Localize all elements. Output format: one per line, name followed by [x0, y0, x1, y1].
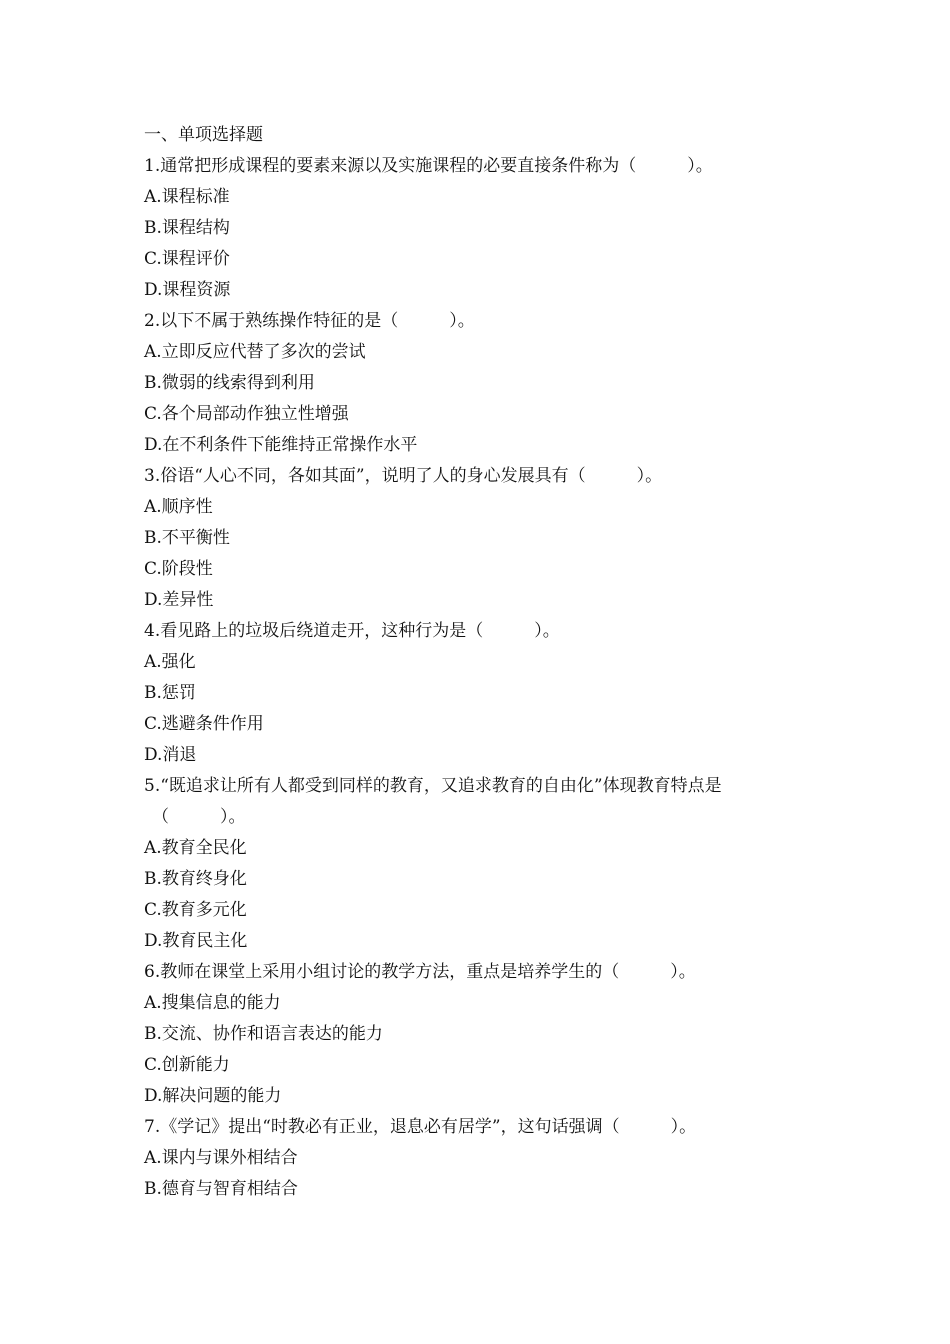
question-list — [144, 120, 824, 1205]
question-7-option-b: B.德育与智育相结合 — [144, 1179, 298, 1199]
section-title: 一、单项选择题 — [144, 125, 263, 145]
question-4-option-a: A.强化 — [144, 652, 196, 672]
question-6-option-b: B.交流、协作和语言表达的能力 — [144, 1024, 383, 1044]
question-3-stem: 3.俗语“人心不同，各如其面”，说明了人的身心发展具有（ ）。 — [144, 466, 663, 486]
question-6-option-a: A.搜集信息的能力 — [144, 993, 281, 1013]
question-4-option-d: D.消退 — [144, 745, 197, 765]
question-6-option-c: C.创新能力 — [144, 1055, 230, 1075]
question-5-option-a: A.教育全民化 — [144, 838, 247, 858]
question-5-stem: 5.“既追求让所有人都受到同样的教育，又追求教育的自由化”体现教育特点是 — [144, 776, 722, 796]
question-1-stem: 1.通常把形成课程的要素来源以及实施课程的必要直接条件称为（ ）。 — [144, 156, 713, 176]
question-7-stem: 7.《学记》提出“时教必有正业，退息必有居学”，这句话强调（ ）。 — [144, 1117, 697, 1137]
question-4-stem: 4.看见路上的垃圾后绕道走开，这种行为是（ ）。 — [144, 621, 560, 641]
question-6-stem: 6.教师在课堂上采用小组讨论的教学方法，重点是培养学生的（ ）。 — [144, 962, 696, 982]
question-2-option-a: A.立即反应代替了多次的尝试 — [144, 342, 366, 362]
question-1-option-b: B.课程结构 — [144, 218, 230, 238]
question-4-option-c: C.逃避条件作用 — [144, 714, 264, 734]
question-1-option-a: A.课程标准 — [144, 187, 230, 207]
question-4-option-b: B.惩罚 — [144, 683, 196, 703]
question-5-option-c: C.教育多元化 — [144, 900, 247, 920]
question-1-option-c: C.课程评价 — [144, 249, 230, 269]
question-3-option-b: B.不平衡性 — [144, 528, 230, 548]
question-5-stem-continuation: （ ）。 — [152, 807, 246, 827]
question-5-option-d: D.教育民主化 — [144, 931, 248, 951]
question-2-option-b: B.微弱的线索得到利用 — [144, 373, 315, 393]
question-1-option-d: D.课程资源 — [144, 280, 231, 300]
question-3-option-c: C.阶段性 — [144, 559, 213, 579]
question-2-stem: 2.以下不属于熟练操作特征的是（ ）。 — [144, 311, 475, 331]
question-3-option-d: D.差异性 — [144, 590, 214, 610]
question-2-option-c: C.各个局部动作独立性增强 — [144, 404, 349, 424]
question-3-option-a: A.顺序性 — [144, 497, 213, 517]
question-6-option-d: D.解决问题的能力 — [144, 1086, 282, 1106]
question-5-option-b: B.教育终身化 — [144, 869, 247, 889]
question-7-option-a: A.课内与课外相结合 — [144, 1148, 298, 1168]
question-2-option-d: D.在不利条件下能维持正常操作水平 — [144, 435, 418, 455]
